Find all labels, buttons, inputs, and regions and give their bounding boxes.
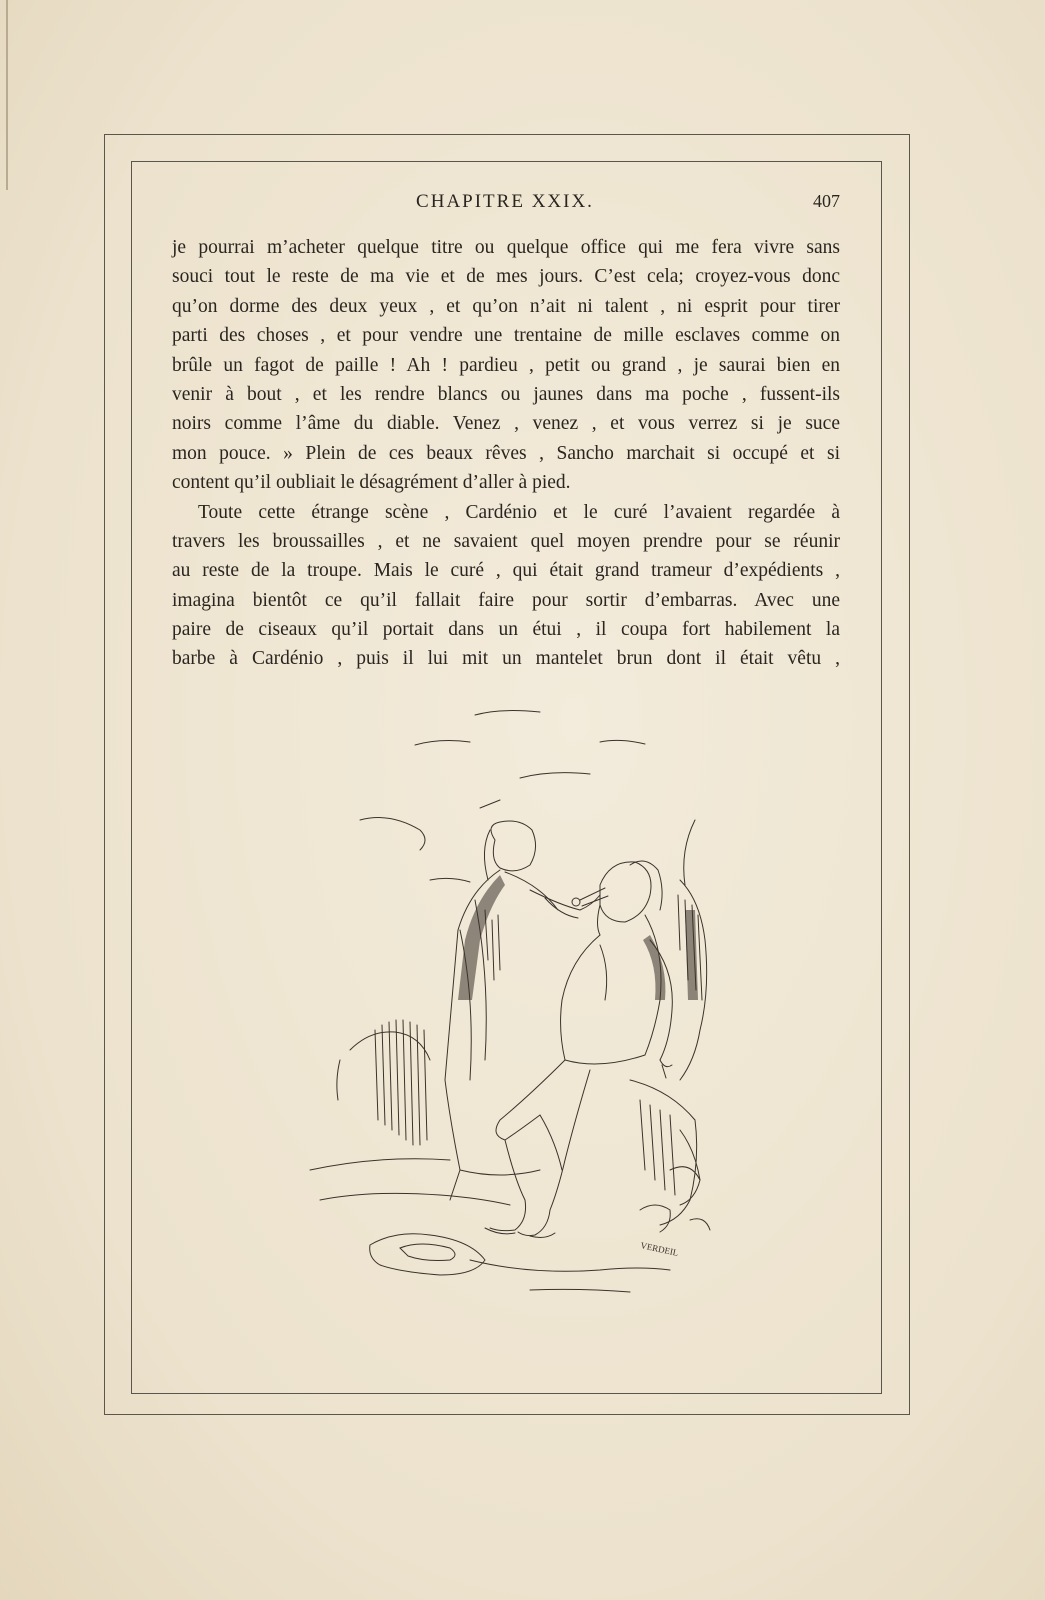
engraving-illustration <box>300 700 730 1330</box>
text-line: noirs comme l’âme du diable. Venez , venez , et vous verrez si je suce <box>172 413 840 435</box>
text-line: souci tout le reste de ma vie et de mes jours. C’est cela; croyez-vous donc <box>172 266 840 288</box>
chapter-title: CHAPITRE XXIX. <box>416 191 594 212</box>
text-line: brûle un fagot de paille ! Ah ! pardieu , petit ou grand , je saurai bien en <box>172 354 840 376</box>
text-line: content qu’il oubliait le désagrément d’aller à pied. <box>172 472 571 494</box>
text-line: travers les broussailles , et ne savaient quel moyen prendre pour se réunir <box>172 530 840 552</box>
text-line: je pourrai m’acheter quelque titre ou quelque office qui me fera vivre sans <box>172 237 840 258</box>
text-line: qu’on dorme des deux yeux , et qu’on n’ait ni talent , ni esprit pour tirer <box>172 295 840 317</box>
text-line: paire de ciseaux qu’il portait dans un étui , il coupa fort habilement la <box>172 619 840 641</box>
engraving-drawing <box>300 700 730 1330</box>
text-line: au reste de la troupe. Mais le curé , qui était grand trameur d’expédients , <box>172 560 840 582</box>
illustrator-signature: VERDEIL <box>639 1240 680 1258</box>
binding-gutter <box>6 0 8 190</box>
text-line: venir à bout , et les rendre blancs ou jaunes dans ma poche , fussent-ils <box>172 383 840 405</box>
text-line: barbe à Cardénio , puis il lui mit un mantelet brun dont il était vêtu , <box>172 648 840 670</box>
text-line: mon pouce. » Plein de ces beaux rêves , Sancho marchait si occupé et si <box>172 442 840 464</box>
running-head <box>170 191 840 219</box>
text-line: parti des choses , et pour vendre une trentaine de mille esclaves comme on <box>172 325 840 347</box>
body-text <box>172 233 840 674</box>
text-line: imagina bientôt ce qu’il fallait faire pour sortir d’embarras. Avec une <box>172 589 840 611</box>
page-number: 407 <box>813 191 840 211</box>
text-line: Toute cette étrange scène , Cardénio et le curé l’avaient regardée à <box>198 501 840 523</box>
